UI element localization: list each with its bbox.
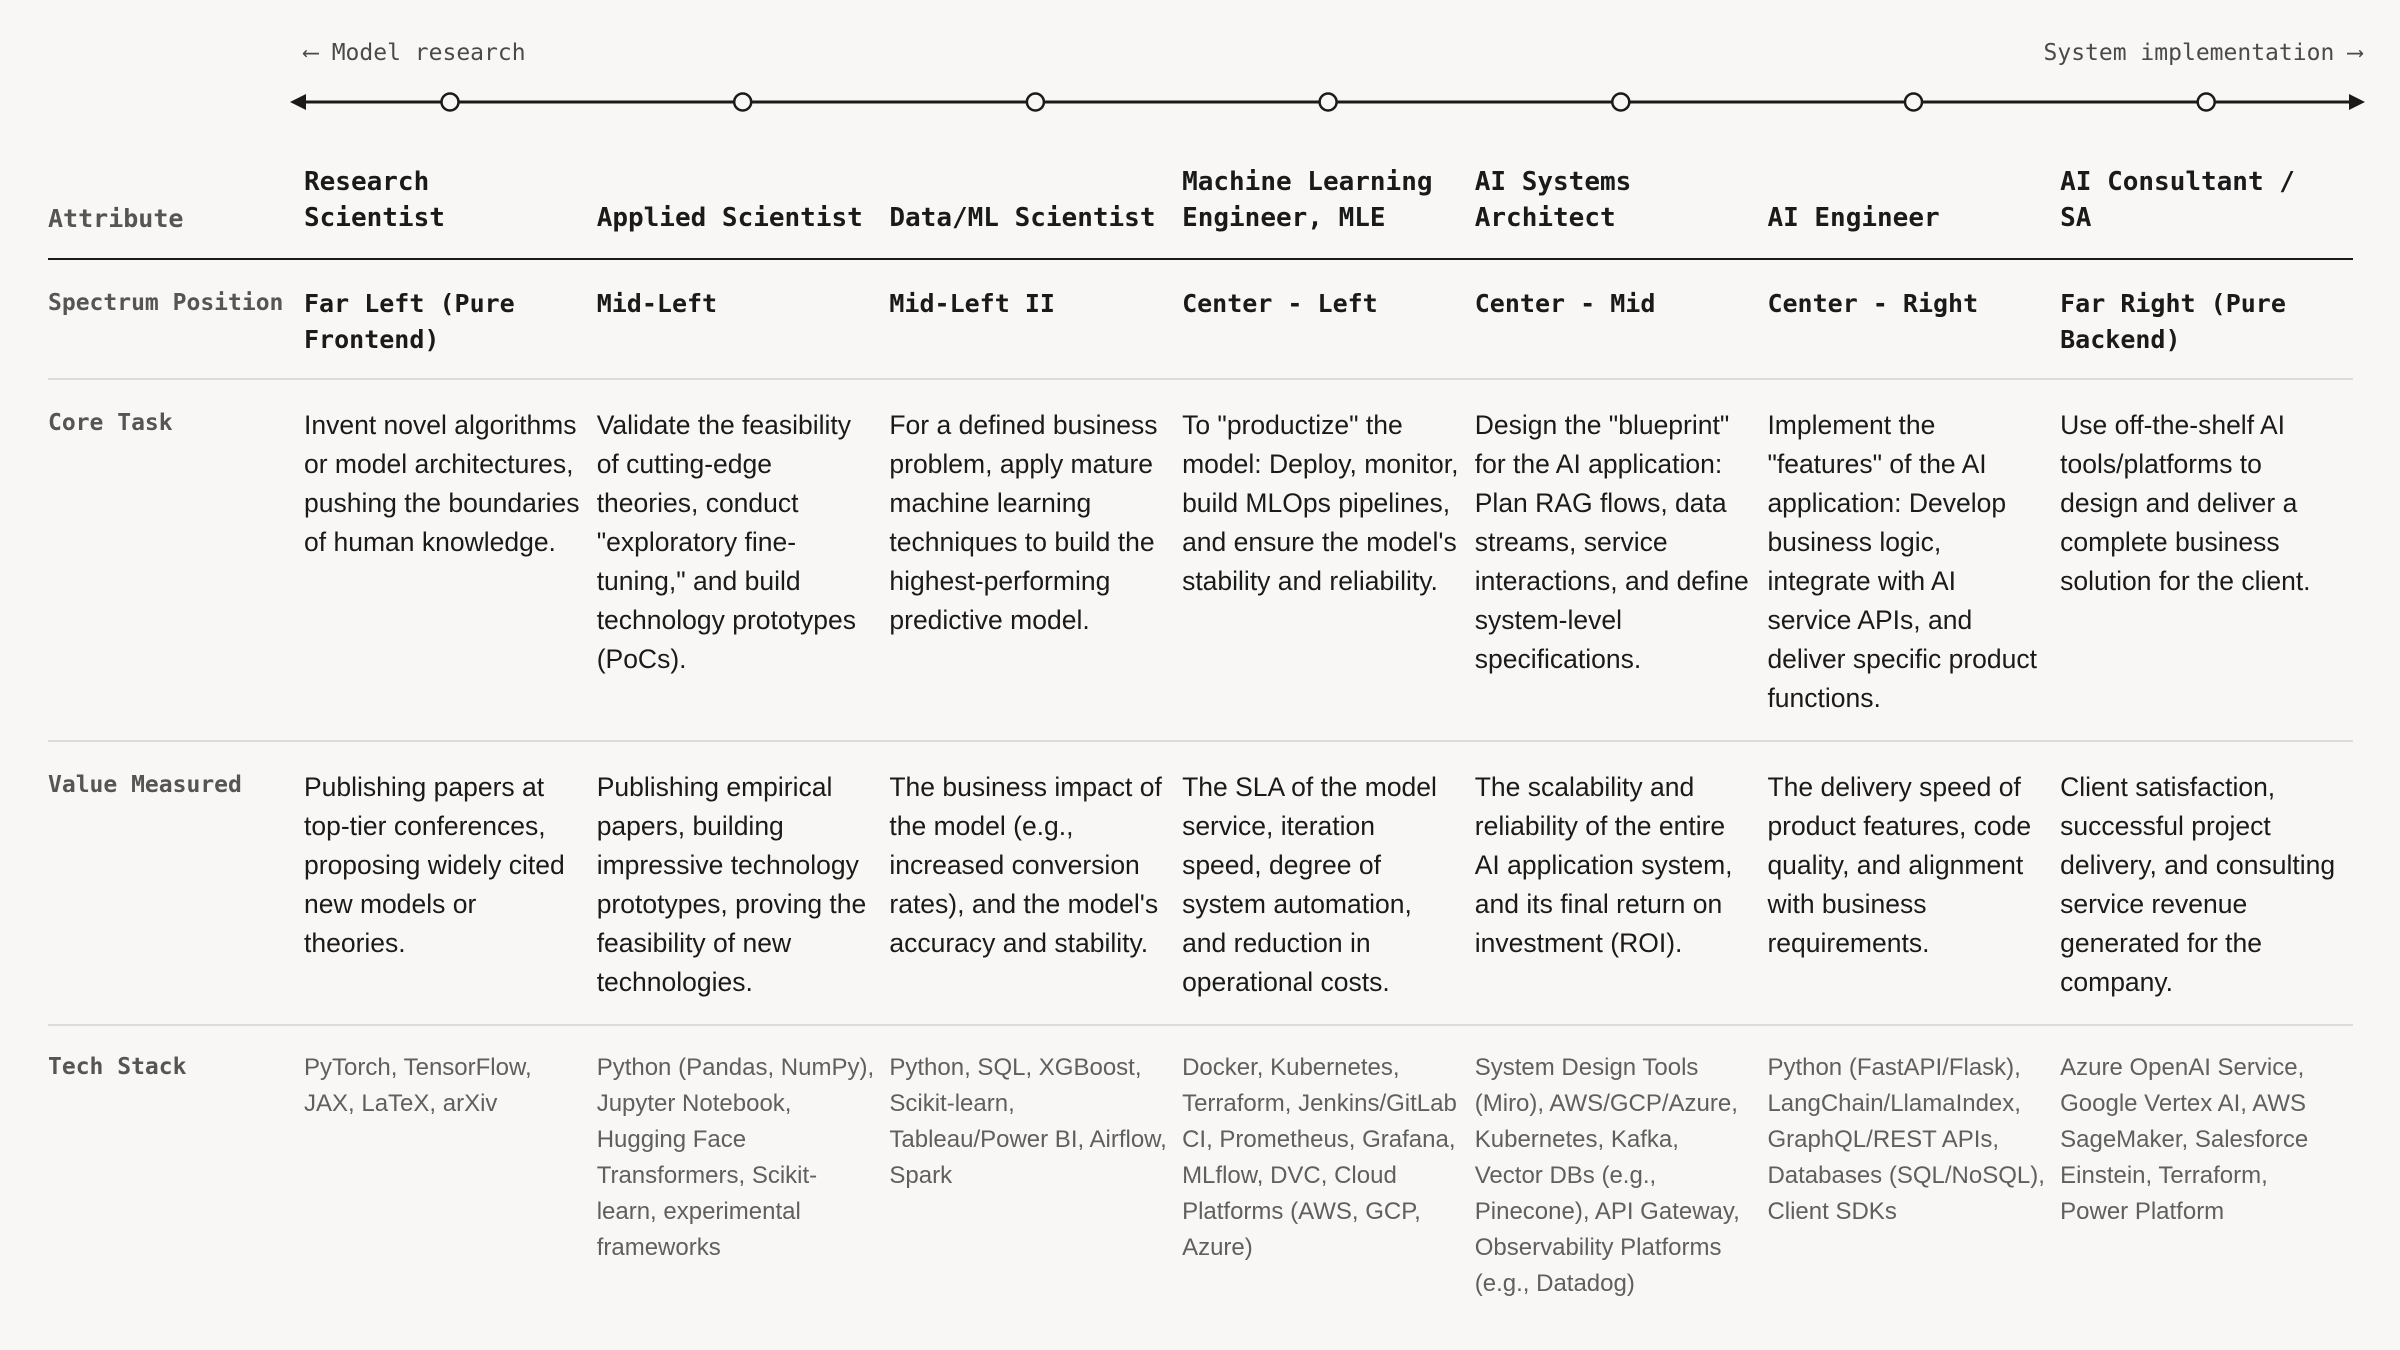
value-measured-row bbox=[48, 742, 2353, 1026]
table-cell: Far Left (Pure Frontend) bbox=[304, 289, 515, 354]
axis-marker bbox=[2198, 94, 2215, 111]
header-ml-engineer: Machine Learning Engineer, MLE bbox=[1182, 167, 1433, 233]
table-cell: Mid-Left bbox=[596, 289, 718, 318]
axis-marker bbox=[442, 94, 459, 111]
table-cell: PyTorch, TensorFlow, JAX, LaTeX, arXiv bbox=[304, 1054, 532, 1117]
table-cell: Python, SQL, XGBoost, Scikit-learn, Tableau/Power BI, Airflow, Spark bbox=[889, 1054, 1167, 1189]
table-cell: Use off-the-shelf AI tools/platforms to design and deliver a complete business solution for the client. bbox=[2060, 410, 2311, 596]
spectrum-axis bbox=[0, 0, 2400, 130]
table-cell: Implement the "features" of the AI application: Develop business logic, integrate with AI service APIs, and deliver specific product functions. bbox=[1767, 410, 2037, 713]
table-header-row bbox=[48, 160, 2353, 260]
table-cell: The scalability and reliability of the entire AI application system, and its final return on investment (ROI). bbox=[1474, 772, 1733, 958]
tech-stack-row bbox=[48, 1026, 2353, 1302]
table-cell: Far Right (Pure Backend) bbox=[2060, 289, 2286, 354]
axis-left-label: ⟵ Model research bbox=[304, 40, 526, 66]
roles-comparison-table bbox=[48, 160, 2353, 1302]
row-label-core-task: Core Task bbox=[48, 410, 173, 436]
table-cell: Invent novel algorithms or model architectures, pushing the boundaries of human knowledge. bbox=[304, 410, 580, 557]
header-research-scientist: Research Scientist bbox=[304, 167, 445, 233]
table-cell: To "productize" the model: Deploy, monitor, build MLOps pipelines, and ensure the model's stability and reliability. bbox=[1182, 410, 1459, 596]
row-label-tech-stack: Tech Stack bbox=[48, 1054, 187, 1080]
header-ai-consultant: AI Consultant / SA bbox=[2060, 167, 2295, 233]
table-cell: Center - Left bbox=[1182, 289, 1378, 318]
table-cell: Python (Pandas, NumPy), Jupyter Notebook, Hugging Face Transformers, Scikit-learn, experimental frameworks bbox=[596, 1054, 875, 1261]
table-cell: Client satisfaction, successful project delivery, and consulting service revenue generated for the company. bbox=[2060, 772, 2336, 997]
table-cell: Design the "blueprint" for the AI application: Plan RAG flows, data streams, service interactions, and define system-level specifications. bbox=[1474, 410, 1749, 674]
row-label-value-measured: Value Measured bbox=[48, 772, 242, 798]
axis-left-arrowhead bbox=[290, 94, 306, 110]
table-cell: The SLA of the model service, iteration speed, degree of system automation, and reduction in operational costs. bbox=[1182, 772, 1437, 997]
axis-marker bbox=[1905, 94, 1922, 111]
spectrum-position-row bbox=[48, 260, 2353, 380]
row-label-spectrum-position: Spectrum Position bbox=[48, 290, 284, 316]
header-data-ml-scientist: Data/ML Scientist bbox=[889, 203, 1156, 233]
table-cell: Validate the feasibility of cutting-edge theories, conduct "exploratory fine-tuning," and build technology prototypes (PoCs). bbox=[596, 410, 856, 674]
table-cell: Publishing papers at top-tier conferences, proposing widely cited new models or theories. bbox=[304, 772, 565, 958]
attribute-header: Attribute bbox=[48, 204, 184, 233]
table-cell: Publishing empirical papers, building impressive technology prototypes, proving the feasibility of new technologies. bbox=[596, 772, 867, 997]
table-cell: Docker, Kubernetes, Terraform, Jenkins/GitLab CI, Prometheus, Grafana, MLflow, DVC, Cloud Platforms (AWS, GCP, Azure) bbox=[1182, 1054, 1457, 1261]
header-applied-scientist: Applied Scientist bbox=[596, 203, 863, 233]
axis-marker bbox=[1612, 94, 1629, 111]
axis-right-arrowhead bbox=[2349, 94, 2365, 110]
table-cell: Center - Right bbox=[1767, 289, 1979, 318]
table-cell: Azure OpenAI Service, Google Vertex AI, AWS SageMaker, Salesforce Einstein, Terraform, Power Platform bbox=[2060, 1054, 2309, 1225]
table-cell: System Design Tools (Miro), AWS/GCP/Azure, Kubernetes, Kafka, Vector DBs (e.g., Pinecone), API Gateway, Observability Platforms (e.g., Datadog) bbox=[1474, 1054, 1740, 1297]
table-cell: Python (FastAPI/Flask), LangChain/LlamaIndex, GraphQL/REST APIs, Databases (SQL/NoSQL), Client SDKs bbox=[1767, 1054, 2045, 1225]
header-ai-systems-architect: AI Systems Architect bbox=[1474, 167, 1632, 233]
axis-right-label: System implementation ⟶ bbox=[2043, 40, 2362, 66]
axis-marker bbox=[1027, 94, 1044, 111]
table-cell: Mid-Left II bbox=[889, 289, 1055, 318]
table-cell: The delivery speed of product features, code quality, and alignment with business requirements. bbox=[1767, 772, 2032, 958]
table-cell: The business impact of the model (e.g., increased conversion rates), and the model's accuracy and stability. bbox=[889, 772, 1162, 958]
table-cell: For a defined business problem, apply mature machine learning techniques to build the highest-performing predictive model. bbox=[889, 410, 1158, 635]
core-task-row bbox=[48, 380, 2353, 742]
table-cell: Center - Mid bbox=[1474, 289, 1656, 318]
header-ai-engineer: AI Engineer bbox=[1767, 203, 1940, 233]
axis-marker bbox=[1320, 94, 1337, 111]
axis-marker bbox=[734, 94, 751, 111]
